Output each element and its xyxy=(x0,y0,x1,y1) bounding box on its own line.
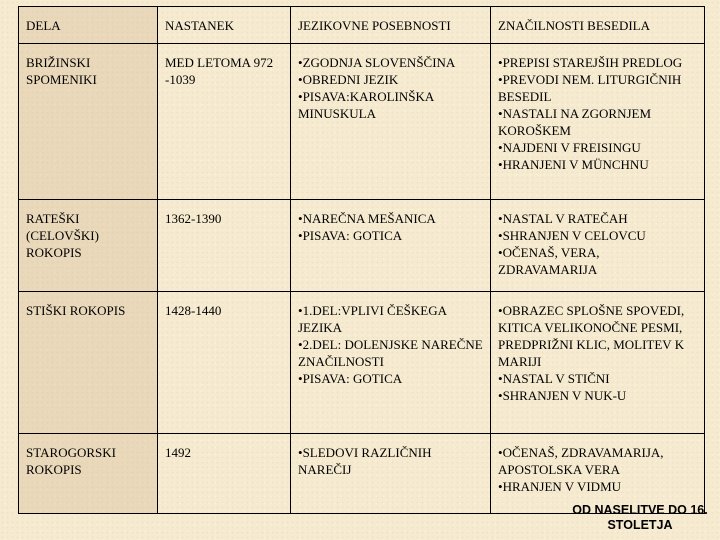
list-item: • SHRANJEN V CELOVCU xyxy=(498,227,698,244)
list-item: • HRANJENI V MÜNCHNU xyxy=(498,156,698,173)
list-item: • OČENAŠ, VERA, ZDRAVAMARIJA xyxy=(498,244,698,278)
header-znacilnosti-besedila: ZNAČILNOSTI BESEDILA xyxy=(491,7,705,44)
table-row xyxy=(19,434,705,514)
origin-period-cell: MED LETOMA 972 -1039 xyxy=(158,44,291,200)
list-item: • PREVODI NEM. LITURGIČNIH BESEDIL xyxy=(498,71,698,105)
language-features-cell xyxy=(291,44,491,200)
list-item: • PISAVA:KAROLINŠKA MINUSKULA xyxy=(298,88,484,122)
list-item: • HRANJEN V VIDMU xyxy=(498,478,698,495)
header-row xyxy=(19,7,705,44)
list-item: • NASTAL V RATEČAH xyxy=(498,210,698,227)
work-title-cell: STAROGORSKI ROKOPIS xyxy=(19,434,158,514)
list-item: • NASTALI NA ZGORNJEM KOROŠKEM xyxy=(498,105,698,139)
list-item: • 1.DEL:VPLIVI ČEŠKEGA JEZIKA xyxy=(298,302,484,336)
origin-period-cell: 1492 xyxy=(158,434,291,514)
list-item: • PISAVA: GOTICA xyxy=(298,227,484,244)
text-characteristics-cell xyxy=(491,200,705,292)
work-title-cell: BRIŽINSKI SPOMENIKI xyxy=(19,44,158,200)
language-features-cell xyxy=(291,200,491,292)
table-row xyxy=(19,44,705,200)
work-title-cell: RATEŠKI (CELOVŠKI) ROKOPIS xyxy=(19,200,158,292)
text-characteristics-cell xyxy=(491,44,705,200)
text-characteristics-cell xyxy=(491,292,705,434)
list-item: • NASTAL V STIČNI xyxy=(498,370,698,387)
list-item: • OBREDNI JEZIK xyxy=(298,71,484,88)
literature-table xyxy=(18,6,705,514)
header-nastanek: NASTANEK xyxy=(158,7,291,44)
table-row xyxy=(19,292,705,434)
header-dela: DELA xyxy=(19,7,158,44)
table-row xyxy=(19,200,705,292)
list-item: • PISAVA: GOTICA xyxy=(298,370,484,387)
list-item: • OBRAZEC SPLOŠNE SPOVEDI, KITICA VELIKONOČNE PESMI, PREDPRIŽNI KLIC, MOLITEV K MARIJI xyxy=(498,302,698,370)
header-jezikovne-posebnosti: JEZIKOVNE POSEBNOSTI xyxy=(291,7,491,44)
origin-period-cell: 1362-1390 xyxy=(158,200,291,292)
text-characteristics-cell xyxy=(491,434,705,514)
list-item: • ZGODNJA SLOVENŠČINA xyxy=(298,54,484,71)
period-caption: OD NASELITVE DO 16. STOLETJA xyxy=(572,503,708,532)
list-item: • PREPISI STAREJŠIH PREDLOG xyxy=(498,54,698,71)
work-title-cell: STIŠKI ROKOPIS xyxy=(19,292,158,434)
list-item: • SHRANJEN V NUK-U xyxy=(498,387,698,404)
list-item: • SLEDOVI RAZLIČNIH NAREČIJ xyxy=(298,444,484,478)
list-item: • NAREČNA MEŠANICA xyxy=(298,210,484,227)
list-item: • OČENAŠ, ZDRAVAMARIJA, APOSTOLSKA VERA xyxy=(498,444,698,478)
language-features-cell xyxy=(291,292,491,434)
list-item: • 2.DEL: DOLENJSKE NAREČNE ZNAČILNOSTI xyxy=(298,336,484,370)
origin-period-cell: 1428-1440 xyxy=(158,292,291,434)
language-features-cell xyxy=(291,434,491,514)
list-item: • NAJDENI V FREISINGU xyxy=(498,139,698,156)
